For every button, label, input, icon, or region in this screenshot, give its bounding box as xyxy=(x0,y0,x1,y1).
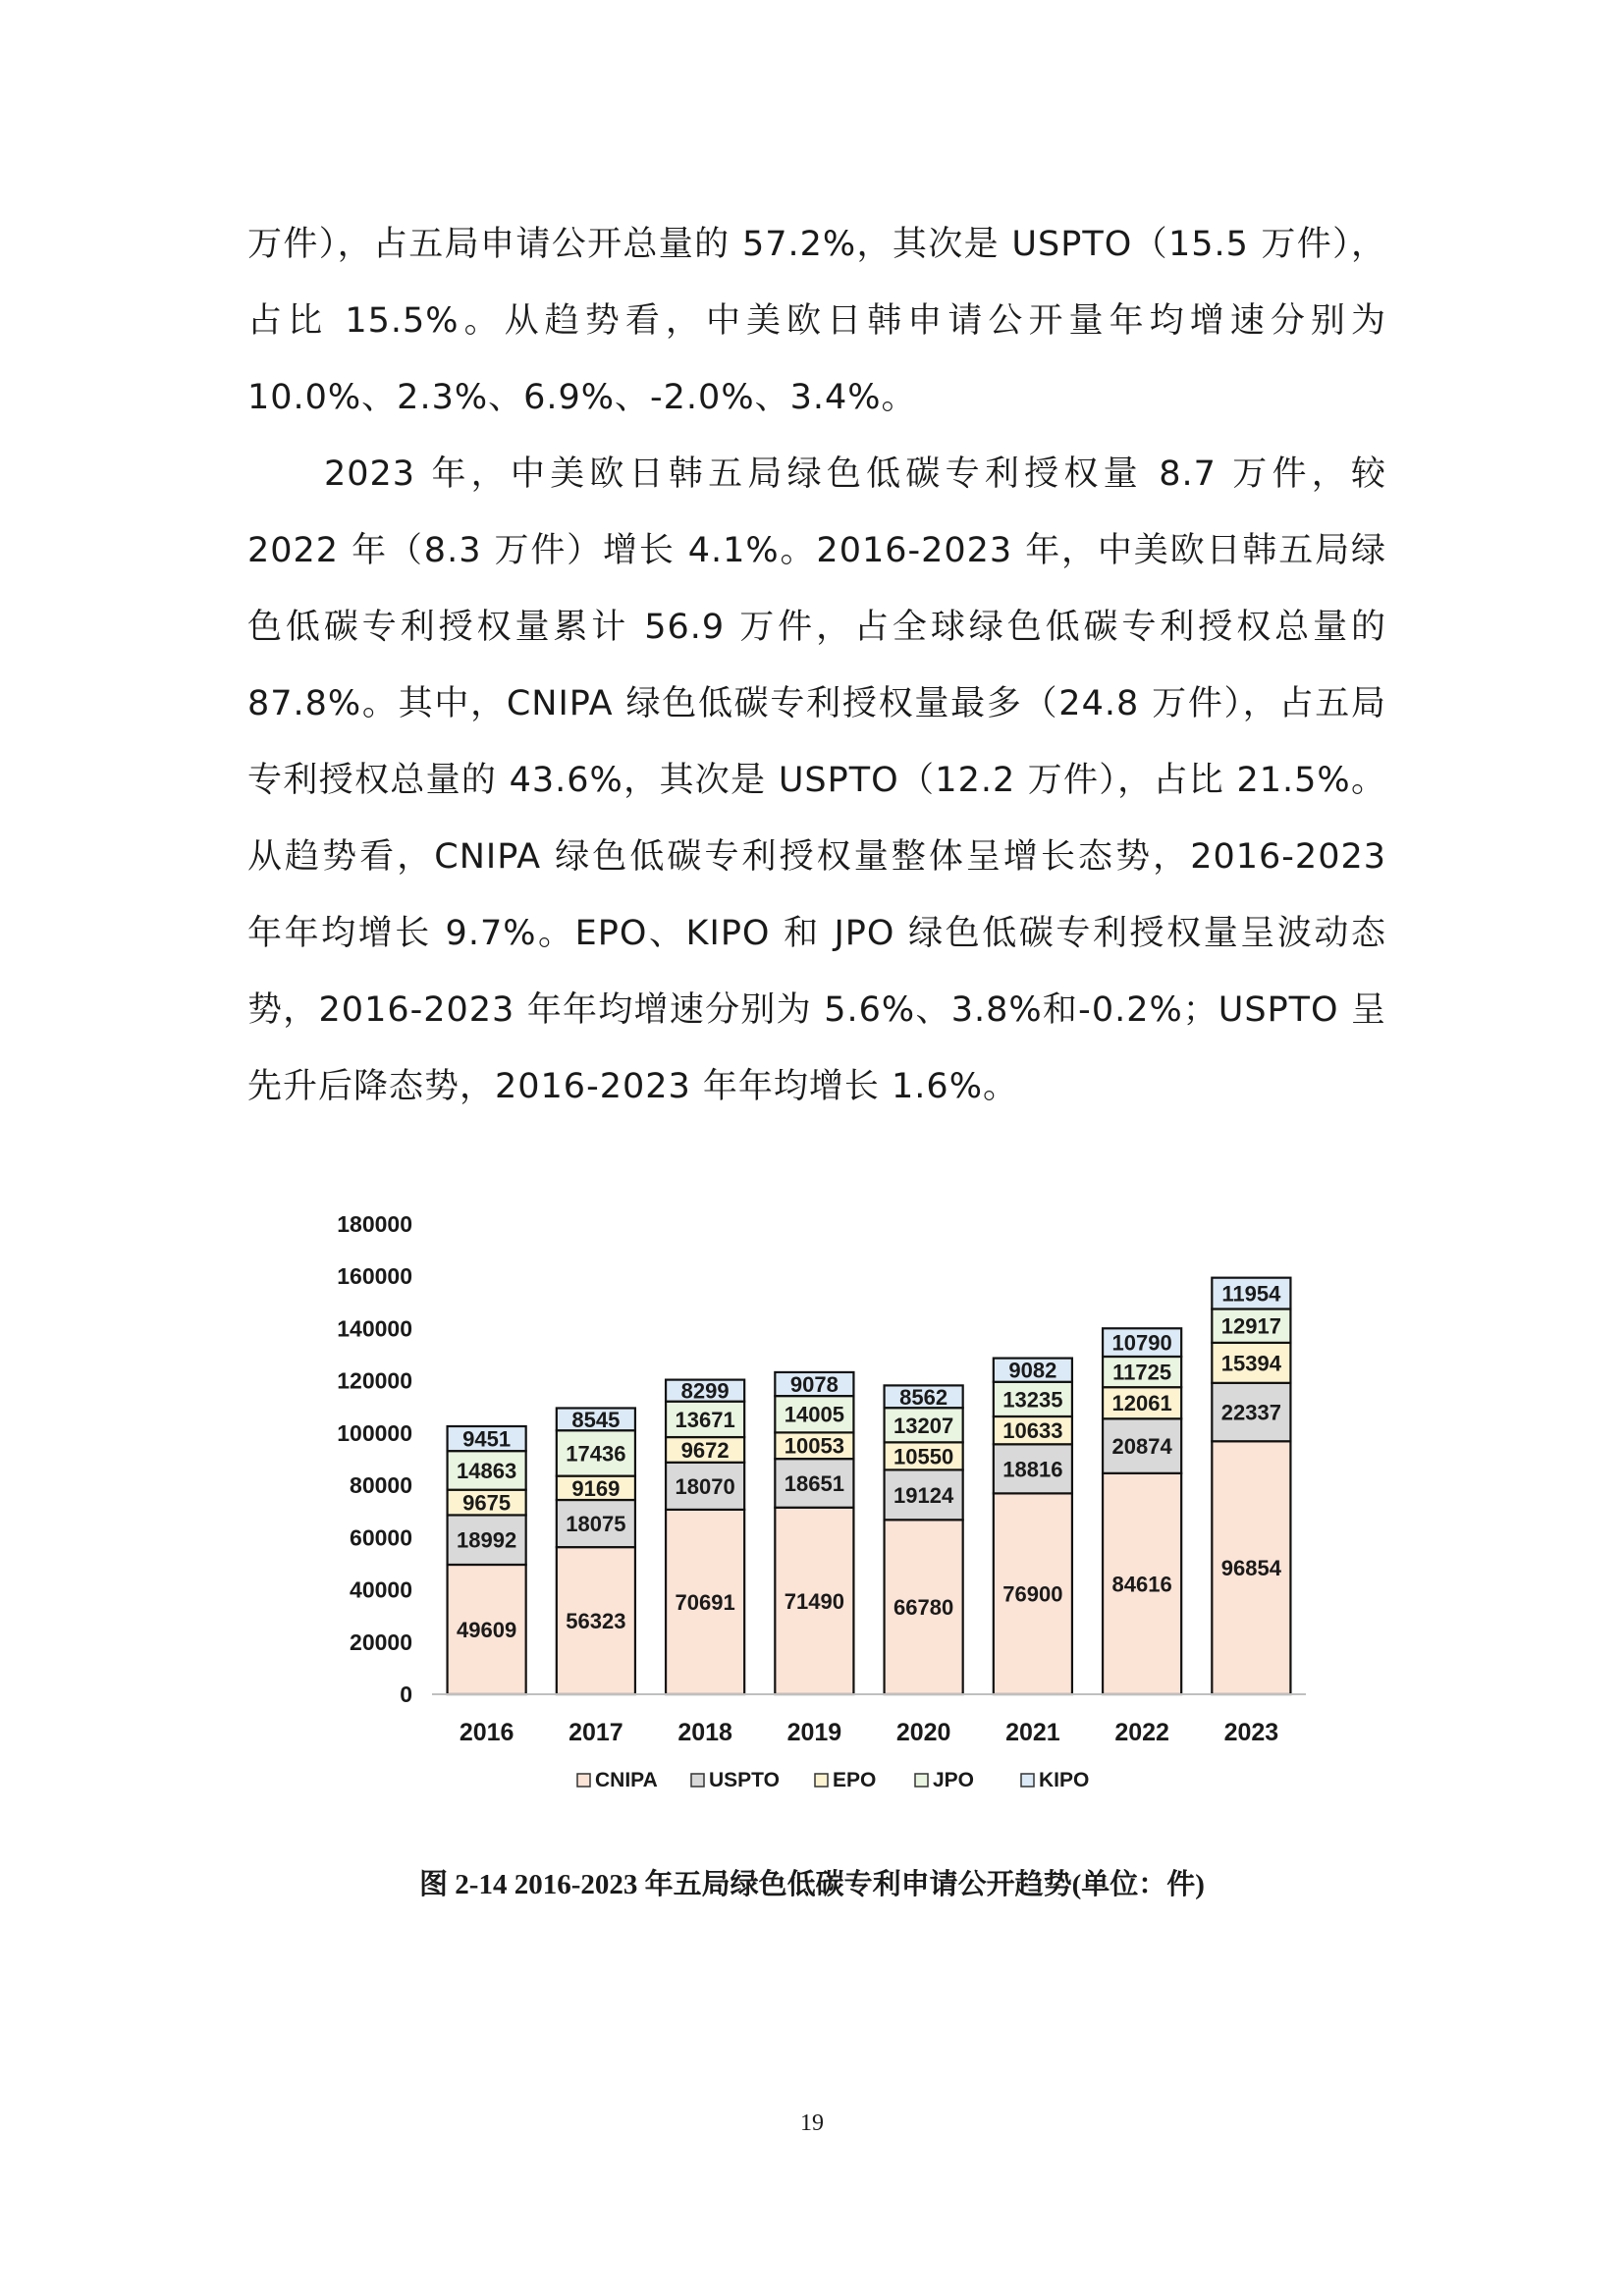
data-label: 14863 xyxy=(457,1458,517,1483)
data-label: 9078 xyxy=(789,1372,839,1398)
data-label: 20874 xyxy=(1111,1434,1172,1460)
legend-label-epo: EPO xyxy=(833,1769,877,1791)
data-label: 10053 xyxy=(784,1433,844,1459)
page-number: 19 xyxy=(800,2110,824,2136)
data-label: 70691 xyxy=(675,1589,735,1615)
data-label: 13235 xyxy=(1002,1387,1063,1413)
data-label: 12917 xyxy=(1220,1313,1281,1339)
y-tick-label: 100000 xyxy=(337,1419,412,1446)
data-label: 8545 xyxy=(571,1407,621,1432)
x-tick-label: 2020 xyxy=(895,1719,951,1746)
y-tick-label: 60000 xyxy=(350,1524,412,1551)
data-label: 11954 xyxy=(1221,1281,1281,1307)
legend-label-kipo: KIPO xyxy=(1039,1769,1090,1791)
legend-swatch-kipo xyxy=(1021,1774,1034,1787)
data-label: 8562 xyxy=(899,1384,948,1410)
data-label: 18651 xyxy=(784,1470,844,1496)
y-tick-label: 80000 xyxy=(350,1472,412,1499)
data-label: 14005 xyxy=(784,1402,844,1427)
chart-legend xyxy=(577,1769,1089,1791)
x-tick-label: 2022 xyxy=(1114,1719,1169,1746)
y-tick-label: 40000 xyxy=(350,1576,412,1603)
data-label: 84616 xyxy=(1111,1572,1172,1597)
x-tick-label: 2016 xyxy=(459,1719,514,1746)
data-label: 96854 xyxy=(1220,1556,1281,1581)
data-label: 49609 xyxy=(457,1617,517,1642)
data-label: 9082 xyxy=(1008,1358,1057,1383)
data-label: 10790 xyxy=(1111,1330,1172,1356)
x-tick-label: 2017 xyxy=(568,1719,623,1746)
legend-swatch-epo xyxy=(815,1774,828,1787)
data-label: 9169 xyxy=(571,1475,621,1501)
data-label: 66780 xyxy=(893,1595,954,1621)
stacked-bar-chart xyxy=(0,1158,1624,1845)
x-tick-label: 2018 xyxy=(677,1719,732,1746)
data-label: 11725 xyxy=(1112,1360,1172,1385)
figure-caption: 图 2-14 2016-2023 年五局绿色低碳专利申请公开趋势(单位：件) xyxy=(419,1869,1205,1900)
data-label: 10550 xyxy=(893,1444,954,1469)
y-tick-label: 180000 xyxy=(337,1211,412,1237)
legend-swatch-cnipa xyxy=(577,1774,590,1787)
y-tick-label: 140000 xyxy=(337,1315,412,1342)
chart-bars xyxy=(448,1278,1291,1694)
data-label: 15394 xyxy=(1220,1351,1281,1376)
data-label: 71490 xyxy=(784,1588,844,1614)
y-tick-label: 0 xyxy=(400,1682,412,1707)
paragraph-2: 2023 年，中美欧日韩五局绿色低碳专利授权量 8.7 万件，较 2022 年（8.3 万件）增长 4.1%。2016-2023 年，中美欧日韩五局绿色低碳专利授权量累计 56.9 万件，占全球绿色低碳专利授权总量的 87.8%。其中，CNIPA 绿色低碳专利授权量最多（24.8 万件），占五局专利授权总量的 43.6%，其次是 USPTO（12.2 万件），占比 21.5%。从趋势看，CNIPA 绿色低碳专利授权量整体呈增长态势，2016-2023 年年均增长 9.7%。EPO、KIPO 和 JPO 绿色低碳专利授权量呈波动态势，2016-2023 年年均增速分别为 5.6%、3.8%和-0.2%；USPTO 呈先升后降态势，2016-2023 年年均增长 1.6%。 xyxy=(247,454,1386,1106)
data-label: 10633 xyxy=(1002,1418,1063,1444)
legend-label-uspto: USPTO xyxy=(709,1769,780,1791)
legend-label-cnipa: CNIPA xyxy=(595,1769,658,1791)
legend-swatch-jpo xyxy=(915,1774,928,1787)
x-tick-label: 2023 xyxy=(1223,1719,1279,1746)
legend-label-jpo: JPO xyxy=(933,1769,975,1791)
legend-swatch-uspto xyxy=(691,1774,704,1787)
body-text xyxy=(247,206,1386,1125)
x-tick-label: 2021 xyxy=(1005,1719,1060,1746)
y-axis xyxy=(337,1211,412,1707)
data-label: 19124 xyxy=(893,1482,954,1508)
paragraph-1: 万件），占五局申请公开总量的 57.2%，其次是 USPTO（15.5 万件），占比 15.5%。从趋势看，中美欧日韩申请公开量年均增速分别为 10.0%、2.3%、6.9%、-2.0%、3.4%。 xyxy=(247,225,1386,417)
data-label: 18070 xyxy=(675,1473,735,1499)
y-tick-label: 120000 xyxy=(337,1367,412,1394)
x-tick-label: 2019 xyxy=(786,1719,842,1746)
data-label: 9675 xyxy=(462,1490,512,1516)
data-label: 18992 xyxy=(457,1527,517,1553)
y-tick-label: 20000 xyxy=(350,1629,412,1655)
data-label: 56323 xyxy=(566,1609,626,1634)
data-label: 9451 xyxy=(462,1426,512,1452)
data-label: 13207 xyxy=(893,1413,954,1438)
data-label: 76900 xyxy=(1002,1581,1063,1607)
data-label: 18075 xyxy=(566,1512,626,1537)
data-label: 13671 xyxy=(675,1407,735,1432)
y-tick-label: 160000 xyxy=(337,1263,412,1290)
data-label: 8299 xyxy=(680,1378,730,1404)
data-label: 17436 xyxy=(566,1441,626,1467)
x-axis xyxy=(432,1694,1306,1746)
data-label: 18816 xyxy=(1002,1457,1063,1482)
data-label: 22337 xyxy=(1220,1400,1281,1425)
data-label: 12061 xyxy=(1111,1391,1172,1416)
data-label: 9672 xyxy=(680,1437,730,1463)
